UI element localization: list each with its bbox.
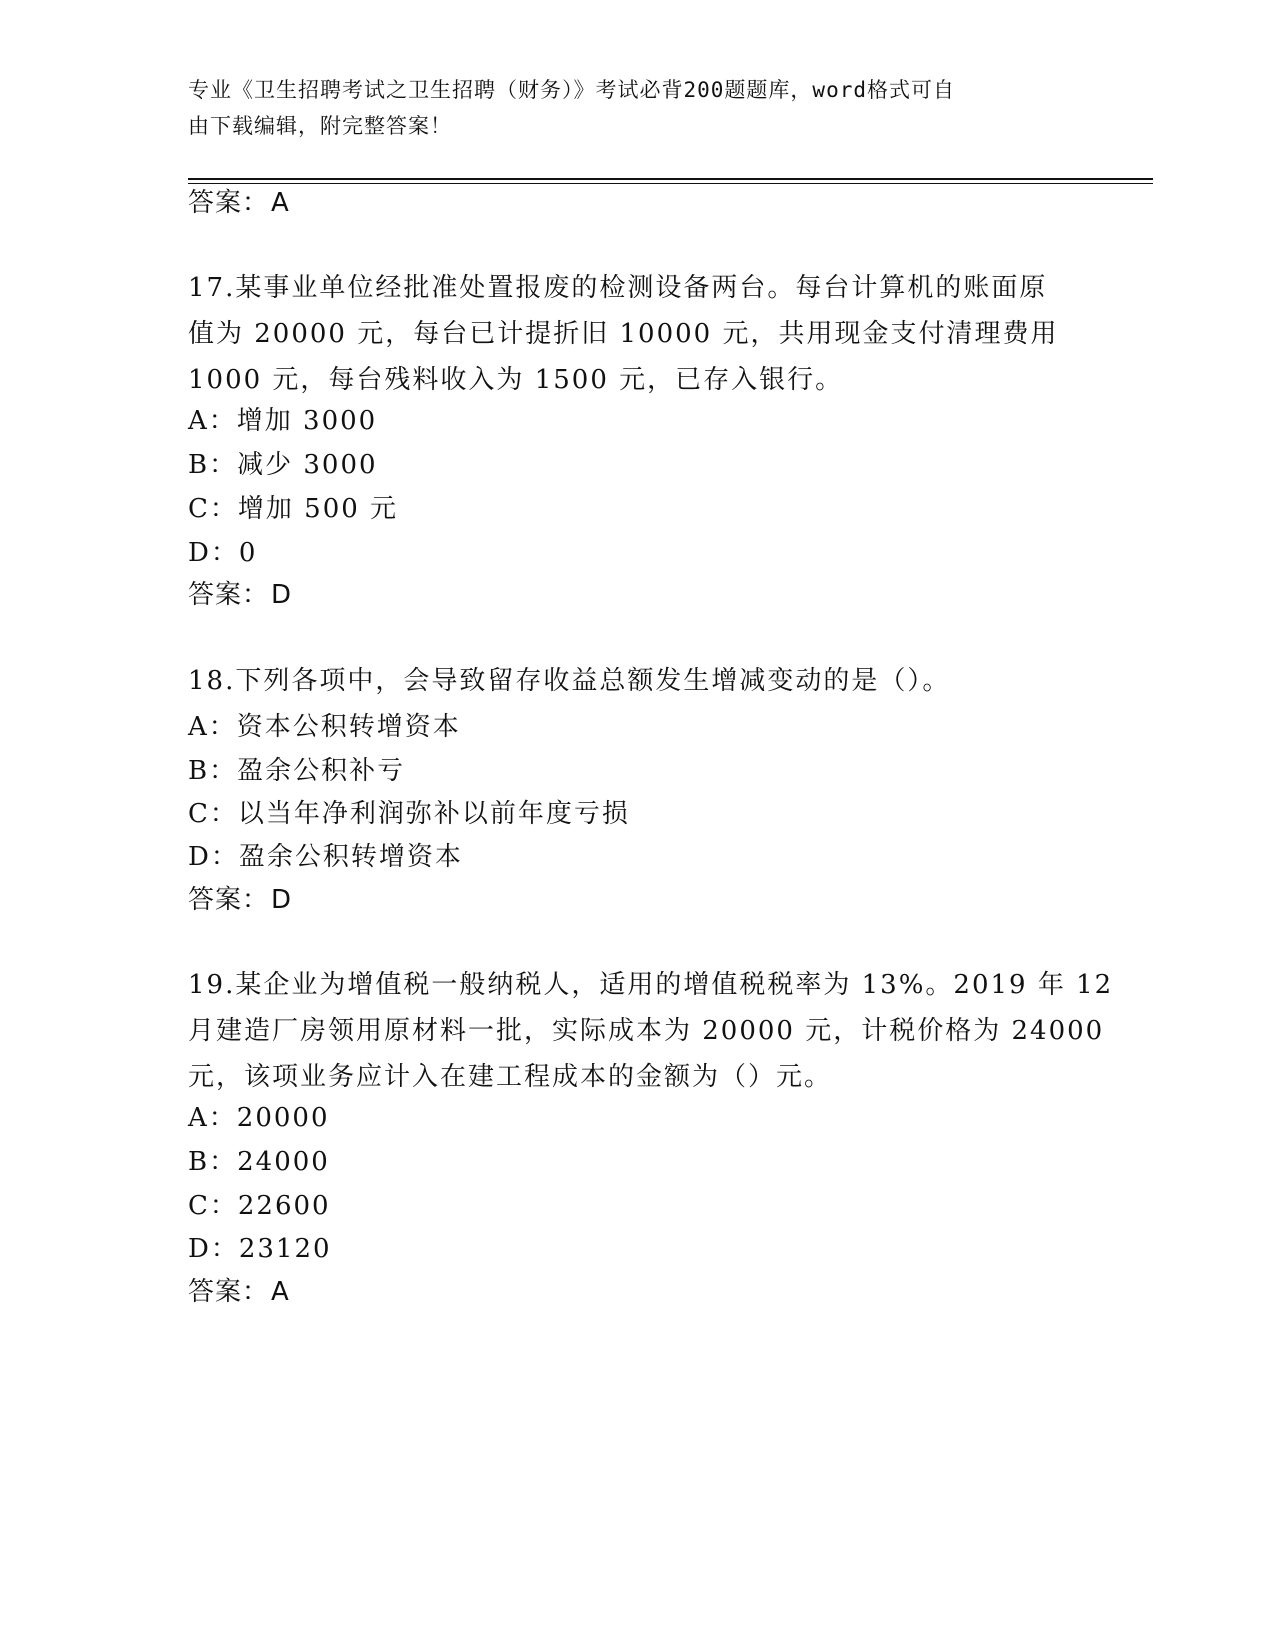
answer-18	[188, 883, 292, 917]
answer-label: 答案：	[188, 188, 270, 218]
question-17-line-1: 17.某事业单位经批准处置报废的检测设备两台。每台计算机的账面原	[188, 273, 1048, 303]
answer-label: 答案：	[188, 885, 270, 915]
question-19-option-c: C：22600	[188, 1191, 331, 1221]
page-header	[188, 72, 1068, 144]
answer-label: 答案：	[188, 1277, 270, 1307]
answer-17	[188, 578, 292, 612]
header-line-2: 由下载编辑，附完整答案！	[188, 114, 452, 138]
question-18-option-d: D：盈余公积转增资本	[188, 842, 463, 872]
question-17-line-2: 值为 20000 元，每台已计提折旧 10000 元，共用现金支付清理费用	[188, 319, 1059, 349]
question-18-option-c: C：以当年净利润弥补以前年度亏损	[188, 799, 630, 829]
answer-19	[188, 1275, 290, 1309]
question-17-option-d: D：0	[188, 538, 258, 568]
question-17	[188, 265, 1088, 403]
question-17-option-a: A：增加 3000	[188, 406, 378, 436]
answer-value: D	[271, 885, 293, 915]
header-divider-thin	[188, 183, 1153, 184]
answer-value: A	[271, 1277, 290, 1307]
answer-value: D	[271, 580, 293, 610]
question-19-line-3: 元，该项业务应计入在建工程成本的金额为（）元。	[188, 1062, 833, 1092]
header-line-1: 专业《卫生招聘考试之卫生招聘（财务）》考试必背200题题库，word格式可自	[188, 78, 955, 102]
question-17-option-b: B：减少 3000	[188, 450, 378, 480]
question-19-option-b: B：24000	[188, 1147, 330, 1177]
header-divider-thick	[188, 178, 1153, 180]
answer-prev	[188, 186, 290, 220]
question-19-line-2: 月建造厂房领用原材料一批，实际成本为 20000 元，计税价格为 24000	[188, 1016, 1105, 1046]
question-19-option-d: D：23120	[188, 1234, 332, 1264]
question-17-line-3: 1000 元，每台残料收入为 1500 元，已存入银行。	[188, 365, 844, 395]
question-19	[188, 962, 1114, 1100]
question-18-option-b: B：盈余公积补亏	[188, 756, 406, 786]
question-19-line-1: 19.某企业为增值税一般纳税人，适用的增值税税率为 13%。2019 年 12	[188, 970, 1114, 1000]
question-18-line-1: 18.下列各项中，会导致留存收益总额发生增减变动的是（）。	[188, 666, 951, 696]
question-17-option-c: C：增加 500 元	[188, 494, 399, 524]
answer-label: 答案：	[188, 580, 270, 610]
question-18	[188, 658, 1088, 704]
question-18-option-a: A：资本公积转增资本	[188, 712, 461, 742]
question-19-option-a: A：20000	[188, 1103, 330, 1133]
answer-value: A	[271, 188, 290, 218]
